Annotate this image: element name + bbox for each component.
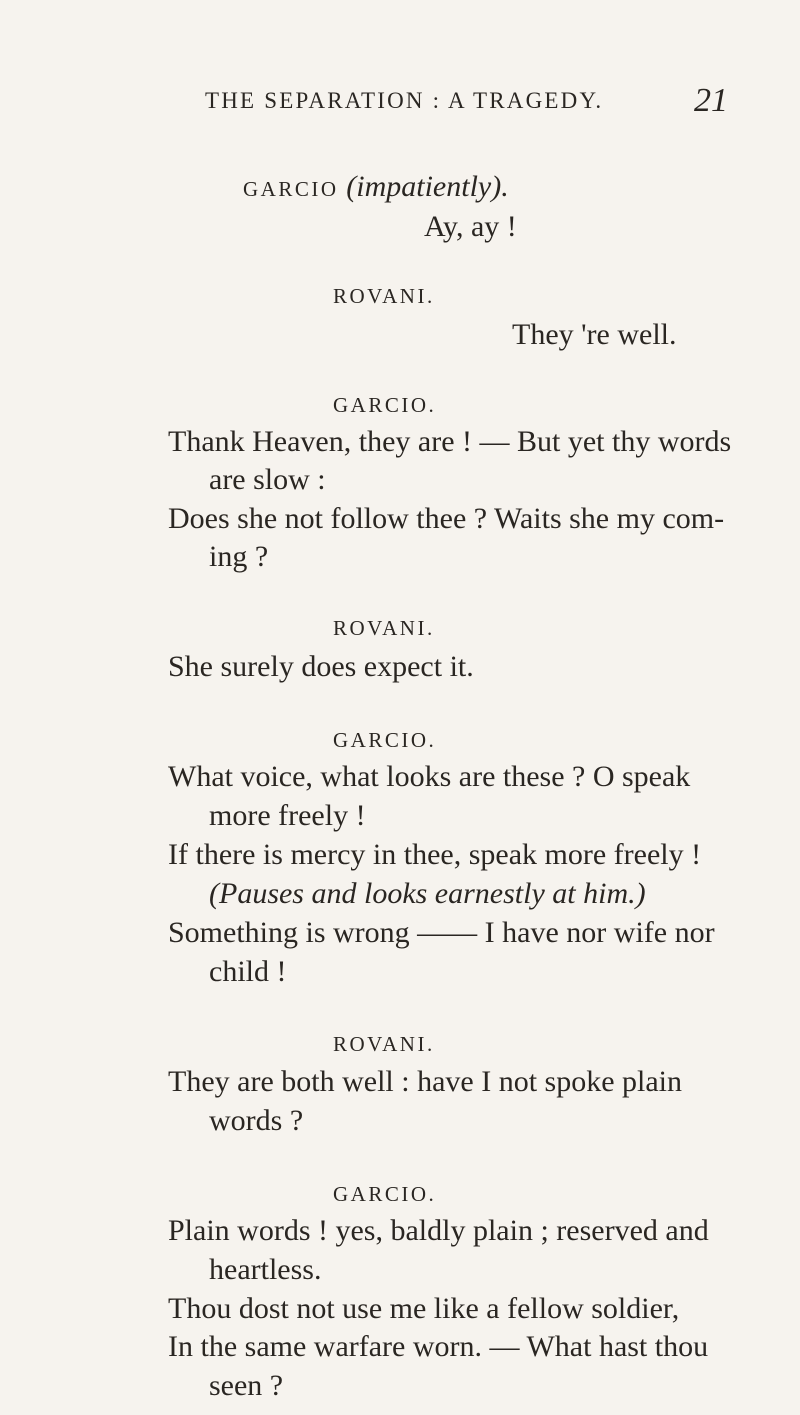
verse-line: child !: [209, 955, 287, 988]
verse-line: words ?: [209, 1104, 304, 1137]
stage-direction: (impatiently).: [346, 170, 509, 203]
verse-line: If there is mercy in thee, speak more freely !: [168, 838, 702, 871]
speaker-garcio: GARCIO.: [333, 393, 437, 417]
verse-line: In the same warfare worn. — What hast thou: [168, 1330, 709, 1363]
verse-line: Something is wrong —— I have nor wife nor: [168, 916, 715, 949]
speaker-rovani: ROVANI.: [333, 284, 435, 308]
verse-line: Ay, ay !: [424, 210, 517, 243]
verse-line: Does she not follow thee ? Waits she my com-: [168, 502, 725, 535]
speaker-rovani: ROVANI.: [333, 616, 435, 640]
verse-line: more freely !: [209, 799, 366, 832]
verse-line: heartless.: [209, 1253, 322, 1286]
running-head: [0, 82, 800, 128]
stage-direction: (Pauses and looks earnestly at him.): [209, 877, 646, 910]
verse-line: Thou dost not use me like a fellow soldier,: [168, 1292, 680, 1325]
speaker-name: GARCIO: [243, 177, 339, 201]
speaker-garcio: GARCIO.: [333, 728, 437, 752]
running-title: THE SEPARATION : A TRAGEDY.: [205, 88, 604, 113]
verse-line: ing ?: [209, 540, 269, 573]
verse-line: They are both well : have I not spoke plain: [168, 1065, 683, 1098]
speaker-rovani: ROVANI.: [333, 1032, 435, 1056]
verse-line: What voice, what looks are these ? O speak: [168, 760, 691, 793]
verse-line: She surely does expect it.: [168, 650, 474, 683]
verse-line: They 're well.: [512, 318, 677, 351]
page-number: 21: [694, 82, 728, 119]
speaker-garcio: [243, 170, 509, 204]
speaker-garcio: GARCIO.: [333, 1182, 437, 1206]
verse-line: Plain words ! yes, baldly plain ; reserved and: [168, 1214, 709, 1247]
verse-line: are slow :: [209, 463, 326, 496]
verse-line: seen ?: [209, 1369, 284, 1402]
verse-line: Thank Heaven, they are ! — But yet thy words: [168, 425, 732, 458]
